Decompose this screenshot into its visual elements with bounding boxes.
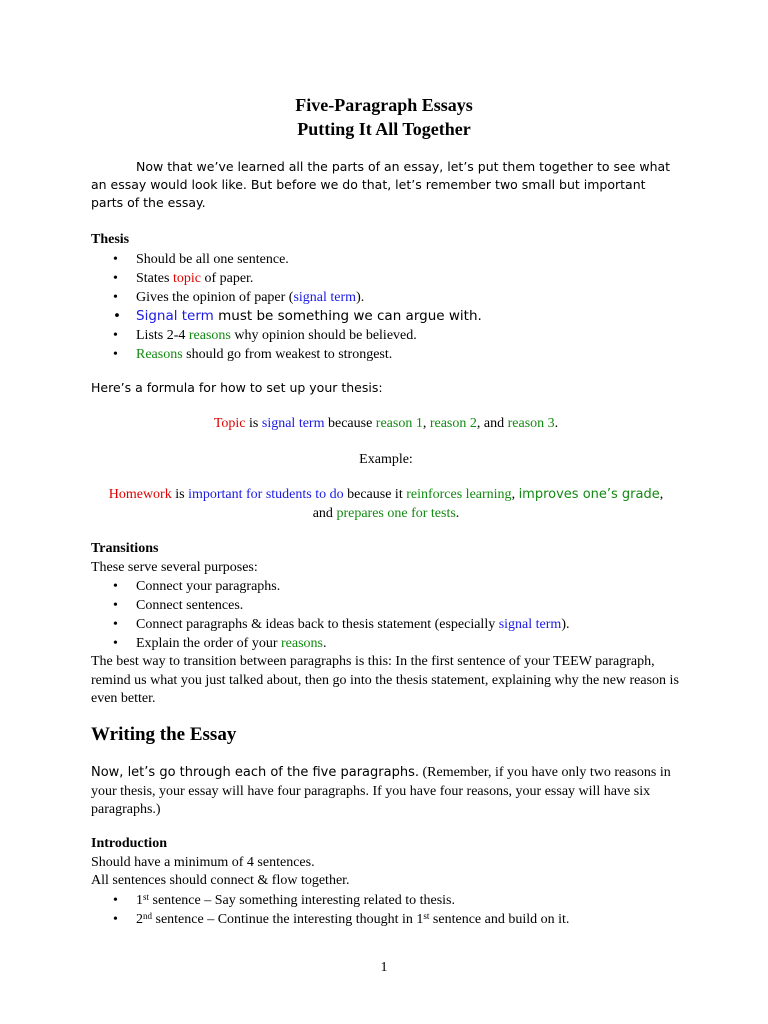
list-item-text: ). — [356, 289, 365, 305]
signal-term: signal term — [261, 416, 325, 431]
intro-paragraph: Now that we’ve learned all the parts of an essay, let’s put them together to see what an essay would look like. But before we do that, let’s remember two small but important parts of the essay. — [91, 159, 671, 210]
reason-term: reason 2 — [429, 416, 477, 431]
list-item — [91, 577, 681, 596]
introduction-list — [91, 891, 681, 929]
list-item — [91, 634, 681, 653]
list-item-text: Explain the order of your — [136, 636, 282, 651]
list-item — [91, 250, 681, 269]
reason-term: prepares one for tests — [336, 506, 456, 521]
formula-text: . — [554, 416, 559, 431]
list-item — [91, 596, 681, 615]
reasons-term: reasons — [281, 636, 324, 651]
list-item — [91, 326, 681, 345]
topic-term: Topic — [213, 416, 246, 431]
thesis-section — [91, 231, 681, 364]
list-item-text: States — [136, 270, 173, 286]
list-item-text: 2 — [136, 911, 143, 927]
thesis-formula — [91, 414, 681, 433]
transitions-list — [91, 577, 681, 653]
example-text: is — [171, 487, 189, 502]
list-item-text: . — [323, 636, 327, 651]
formula-text: because — [324, 416, 376, 431]
reason-term: reason 1 — [375, 416, 423, 431]
list-item — [91, 891, 681, 910]
list-item-text: sentence – Continue the interesting thought in 1 — [152, 911, 424, 927]
list-item — [91, 288, 681, 307]
transitions-section — [91, 540, 681, 709]
list-item-text: sentence – Say something interesting related to thesis. — [149, 892, 455, 908]
list-item-text: Gives the opinion of paper ( — [136, 289, 294, 305]
writing-text: Now, let’s go through each of the five paragraphs. — [91, 765, 419, 780]
list-item-text: 1 — [136, 892, 143, 908]
transitions-intro: These serve several purposes: — [91, 559, 258, 575]
list-item-text: must be something we can argue with. — [213, 307, 482, 324]
writing-text: (Remember, if you have only two reasons in your thesis, your essay will have four paragraphs. If you have four reasons, your essay will have six paragraphs.) — [91, 765, 671, 817]
thesis-heading: Thesis — [91, 232, 130, 247]
page-number: 1 — [380, 960, 388, 975]
list-item — [91, 269, 681, 288]
reason-term: reason 3 — [507, 416, 555, 431]
topic-term: topic — [172, 270, 201, 286]
reasons-term: reasons — [188, 327, 231, 343]
example-label: Example: — [359, 452, 413, 467]
document-title: Five-Paragraph Essays — [295, 95, 473, 115]
list-item — [91, 615, 681, 634]
formula-text: , — [422, 416, 430, 431]
reason-term: improves one’s grade — [518, 487, 660, 502]
example-text: . — [455, 506, 460, 521]
reason-term: reinforces learning — [406, 487, 512, 502]
list-item-text: Connect paragraphs & ideas back to thesis statement (especially — [136, 617, 499, 632]
example-text: because it — [343, 487, 407, 502]
example-text: , — [659, 487, 664, 502]
introduction-heading: Introduction — [91, 836, 167, 851]
list-item-text: ). — [561, 617, 570, 632]
writing-paragraph — [91, 764, 681, 820]
transitions-heading: Transitions — [91, 541, 159, 556]
list-item — [91, 345, 681, 364]
ordinal-suffix: st — [423, 910, 430, 921]
thesis-list — [91, 250, 681, 364]
example-text: and — [312, 506, 337, 521]
list-item-text: Should be all one sentence. — [136, 251, 289, 267]
introduction-line: Should have a minimum of 4 sentences. — [91, 854, 315, 870]
topic-term: Homework — [108, 487, 172, 502]
list-item-text: sentence and build on it. — [429, 911, 570, 927]
ordinal-suffix: st — [143, 891, 150, 902]
reasons-term: Reasons — [136, 346, 183, 362]
introduction-section — [91, 835, 681, 929]
signal-term: Signal term — [136, 307, 214, 324]
writing-heading: Writing the Essay — [91, 724, 237, 745]
signal-term: important for students to do — [188, 487, 344, 502]
list-item-text: why opinion should be believed. — [230, 327, 417, 343]
introduction-line: All sentences should connect & flow together. — [91, 873, 350, 888]
formula-text: , and — [476, 416, 508, 431]
list-item-text: Lists 2-4 — [136, 327, 189, 343]
document-subtitle: Putting It All Together — [297, 119, 471, 139]
example-sentence — [91, 485, 681, 523]
list-item-text: should go from weakest to strongest. — [182, 346, 393, 362]
list-item — [91, 910, 681, 929]
example-text: , — [511, 487, 519, 502]
signal-term: signal term — [293, 289, 357, 305]
ordinal-suffix: nd — [143, 910, 152, 921]
list-item-text: Connect your paragraphs. — [136, 579, 281, 594]
signal-term: signal term — [498, 617, 562, 632]
list-item — [91, 307, 681, 326]
transitions-paragraph: The best way to transition between paragraphs is this: In the first sentence of your TEEW paragraph, remind us what you just talked about, then go into the thesis statement, explaining why the new reason is even better. — [91, 654, 679, 706]
formula-text: is — [245, 416, 262, 431]
formula-intro: Here’s a formula for how to set up your thesis: — [91, 380, 383, 395]
list-item-text: of paper. — [200, 270, 254, 286]
list-item-text: Connect sentences. — [136, 598, 244, 613]
